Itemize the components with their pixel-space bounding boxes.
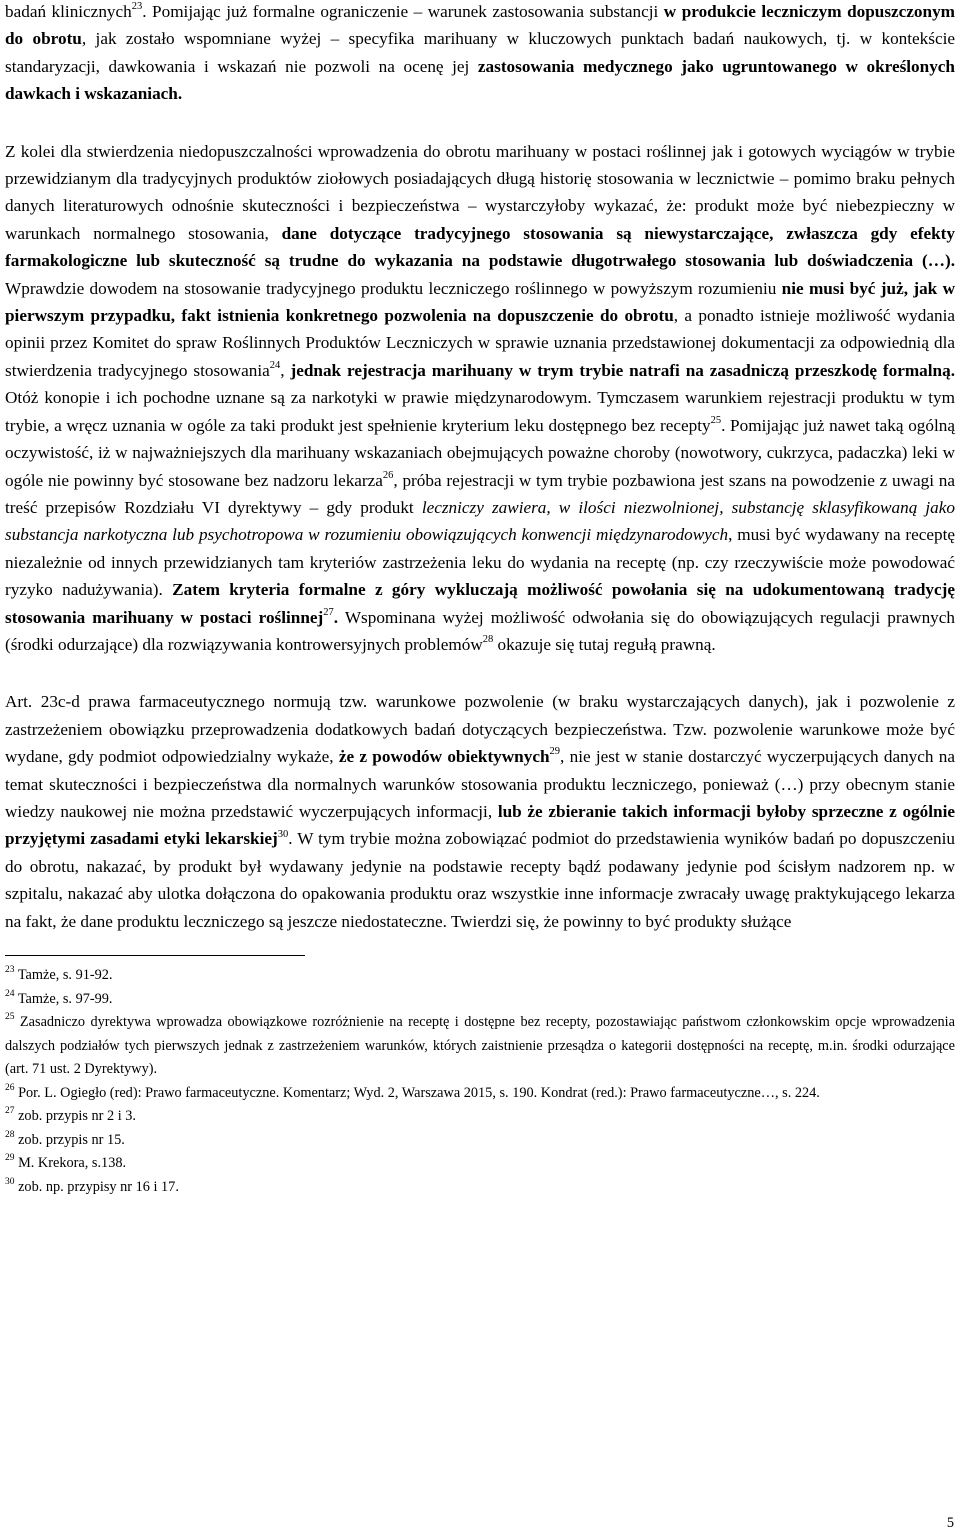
footnote <box>5 1152 955 1176</box>
footnote <box>5 1011 955 1082</box>
italic-text: leczniczy zawiera, w ilości niezwolnionej, substancję sklasyfikowaną jako substancja narkotyczna lub psychotropowa w rozumieniu obowiązujących konwencji międzynarodowych <box>5 497 955 545</box>
footnotes <box>5 964 955 1199</box>
footnote <box>5 964 955 988</box>
footnote-number: 24 <box>5 988 15 999</box>
footnote-ref: 25 <box>710 414 722 426</box>
footnote-ref: 27 <box>323 606 334 618</box>
footnote-ref: 28 <box>482 634 494 646</box>
bold-text: dane dotyczące tradycyjnego stosowania są niewystarczające, zwłaszcza gdy efekty farmakologiczne lub skuteczność są trudne do wykazania na podstawie długotrwałego stosowania lub doświadczenia (…). <box>5 223 955 271</box>
footnote-ref: 29 <box>549 746 561 758</box>
footnote-text: Por. L. Ogiegło (red): Prawo farmaceutyczne. Komentarz; Wyd. 2, Warszawa 2015, s. 190. Kondrat (red.): Prawo farmaceutyczne…, s. 224. <box>14 1084 820 1101</box>
footnote <box>5 988 955 1012</box>
bold-text: nie musi być już, jak w pierwszym przypadku, fakt istnienia konkretnego pozwolenia na dopuszczenie do obrotu <box>5 278 955 326</box>
paragraph-3: Art. 23c-d prawa farmaceutycznego normują tzw. warunkowe pozwolenie (w braku wystarczających danych), jak i pozwolenie z zastrzeżeniem obowiązku przeprowadzenia dodatkowych badań dotyczących bezpieczeństwa. Tzw. pozwolenie warunkowe może być wydane, gdy podmiot odpowiedzialny wykaże, że z powodów obiektywnych$^{29}$, nie jest w stanie dostarczyć wyczerpujących danych na temat skuteczności i bezpieczeństwa dla normalnych warunków stosowania produktu leczniczego, ponieważ (…) przy obecnym stanie wiedzy naukowej nie można przedstawić wyczerpujących informacji, lub że zbieranie takich informacji byłoby sprzeczne z ogólnie przyjętymi zasadami etyki lekarskiej$^{30}$. W tym trybie można zobowiązać podmiot do przedstawienia wyników badań po dopuszczeniu do obrotu, nakazać, by produkt był wydawany jedynie na podstawie recepty bądź podawany jedynie pod ścisłym nadzorem np. w szpitalu, nakazać aby ulotka dołączona do opakowania produktu oraz wszystkie inne informacje zwracały uwagę praktykującego lekarza na fakt, że dane produktu leczniczego są jeszcze niedostateczne. Twierdzi się, że powinny to być produkty służące <box>5 692 955 931</box>
bold-text: Zatem kryteria formalne z góry wykluczają możliwość powołania się na udokumentowaną tradycję stosowania marihuany w postaci roślinnej <box>5 580 955 627</box>
footnote-ref: 26 <box>382 469 394 481</box>
paragraph-2: Z kolei dla stwierdzenia niedopuszczalności wprowadzenia do obrotu marihuany w postaci roślinnej jak i gotowych wyciągów w trybie przewidzianym dla tradycyjnych produktów ziołowych posiadających długą historię stosowania w lecznictwie – pomimo braku pełnych danych literaturowych odnośnie skuteczności i bezpieczeństwa – wystarczyłoby wykazać, że: produkt może być niebezpieczny w warunkach normalnego stosowania, dane dotyczące tradycyjnego stosowania są niewystarczające, zwłaszcza gdy efekty farmakologiczne lub skuteczność są trudne do wykazania na podstawie długotrwałego stosowania lub doświadczenia (…). Wprawdzie dowodem na stosowanie tradycyjnego produktu leczniczego roślinnego w powyższym rozumieniu nie musi być już, jak w pierwszym przypadku, fakt istnienia konkretnego pozwolenia na dopuszczenie do obrotu, a ponadto istnieje możliwość wydania opinii przez Komitet do spraw Roślinnych Produktów Leczniczych w sprawie uznania przedstawionej dokumentacji za odpowiednią dla stwierdzenia tradycyjnego stosowania$^{24}$, jednak rejestracja marihuany w trym trybie natrafi na zasadniczą przeszkodę formalną. Otóż konopie i ich pochodne uznane są za narkotyki w prawie międzynarodowym. Tymczasem warunkiem rejestracji produktu w tym trybie, a wręcz uznania w ogóle za taki produkt jest spełnienie kryterium leku dostępnego bez recepty$^{25}$. Pomijając już nawet taką ogólną oczywistość, iż w najważniejszych dla marihuany wskazaniach obejmujących poważne choroby (nowotwory, cukrzyca, padaczka) leki w ogóle nie powinny być stosowane bez nadzoru lekarza$^{26}$, próba rejestracji w tym trybie pozbawiona jest szans na powodzenie z uwagi na treść przepisów Rozdziału VI dyrektywy – gdy produkt leczniczy zawiera, w ilości niezwolnionej, substancję sklasyfikowaną jako substancja narkotyczna lub psychotropowa w rozumieniu obowiązujących konwencji międzynarodowych, musi być wydawany na receptę niezależnie od innych przewidzianych tam kryteriów zastrzeżenia leku do wydania na receptę (np. czy rzeczywiście może powodować ryzyko nadużywania). Zatem kryteria formalne z góry wykluczają możliwość powołania się na udokumentowaną tradycję stosowania marihuany w postaci roślinnej$^{27}$. Wspominana wyżej możliwość odwołania się do obowiązujących regulacji prawnych (środki odurzające) dla rozwiązywania kontrowersyjnych problemów$^{28}$ okazuje się tutaj regułą prawną. <box>5 141 956 654</box>
footnote-text: Zasadniczo dyrektywa wprowadza obowiązkowe rozróżnienie na receptę i dostępne bez recepty, pozostawiając państwom członkowskim opcje wprowadzenia dalszych podziałów tych pierwszych jednak z zastrzeżeniem warunków, których zaistnienie przesądza o kategorii dostępności na receptę, m.in. środki odurzające (art. 71 ust. 2 Dyrektywy). <box>5 1014 955 1077</box>
bold-text: że z powodów obiektywnych <box>338 747 550 767</box>
footnote-ref: 23 <box>131 1 143 13</box>
bold-text: w produkcie leczniczym dopuszczonym do obrotu <box>5 2 955 49</box>
footnote-number: 25 <box>5 1012 15 1023</box>
footnote-number: 29 <box>5 1153 15 1164</box>
footnote-ref: 24 <box>269 360 281 372</box>
footnote <box>5 1082 955 1106</box>
footnote-text: Tamże, s. 91-92. <box>14 967 113 983</box>
footnote-text: zob. przypis nr 2 i 3. <box>14 1108 137 1124</box>
paragraph-1: badań klinicznych$^{23}$. Pomijając już formalne ograniczenie – warunek zastosowania substancji w produkcie leczniczym dopuszczonym do obrotu, jak zostało wspomniane wyżej – specyfika marihuany w kluczowych punktach badań naukowych, tj. w kontekście standaryzacji, dawkowania i wskazań nie pozwoli na ocenę jej zastosowania medycznego jako ugruntowanego w określonych dawkach i wskazaniach. <box>5 1 955 104</box>
footnote-text: zob. np. przypisy nr 16 i 17. <box>14 1178 179 1195</box>
footnote-text: M. Krekora, s.138. <box>14 1155 127 1171</box>
footnote-ref: 30 <box>277 828 289 840</box>
document-page <box>5 0 955 1199</box>
footnote-number: 23 <box>5 965 15 976</box>
footnote-number: 27 <box>5 1106 15 1117</box>
footnote-text: Tamże, s. 97-99. <box>14 990 113 1007</box>
bold-text: . <box>333 607 339 627</box>
footnote <box>5 1176 955 1200</box>
footnote <box>5 1129 955 1153</box>
footnote-text: zob. przypis nr 15. <box>14 1131 125 1148</box>
footnote-separator <box>5 955 305 956</box>
page-number: 5 <box>946 1515 954 1531</box>
footnote-number: 28 <box>5 1129 15 1140</box>
footnote <box>5 1105 955 1129</box>
bold-text: lub że zbieranie takich informacji byłoby sprzeczne z ogólnie przyjętymi zasadami etyki lekarskiej <box>5 801 955 849</box>
footnote-number: 26 <box>5 1082 15 1093</box>
bold-text: jednak rejestracja marihuany w trym trybie natrafi na zasadniczą przeszkodę formalną. <box>290 360 955 380</box>
bold-text: zastosowania medycznego jako ugruntowanego w określonych dawkach i wskazaniach. <box>5 56 955 104</box>
footnote-number: 30 <box>5 1176 15 1187</box>
